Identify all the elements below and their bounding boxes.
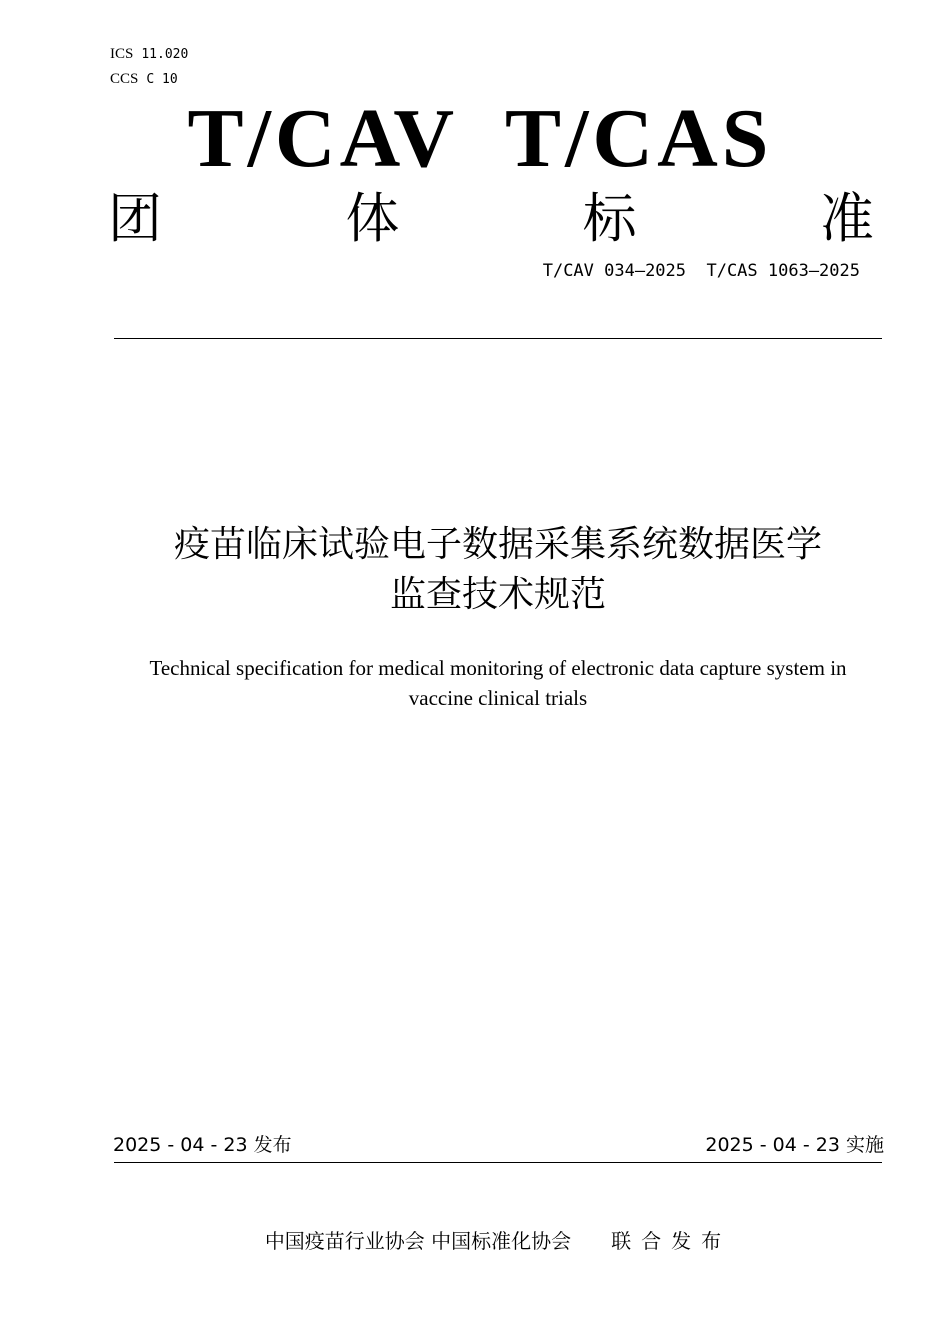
issue-date: 2025 - 04 - 23 发布: [113, 1134, 292, 1156]
standard-type-char: 体: [345, 187, 400, 250]
standard-type-char: 团: [108, 187, 162, 250]
standard-type: [108, 186, 874, 252]
title-english-line: vaccine clinical trials: [408, 686, 588, 710]
implementation-date: 2025 - 04 - 23 实施: [705, 1134, 884, 1156]
title-chinese-line: 监查技术规范: [389, 574, 606, 615]
title-chinese: [110, 520, 886, 620]
title-english: [110, 653, 886, 713]
ics-label: ICS: [110, 46, 134, 62]
standard-number: T/CAV 034—2025 T/CAS 1063—2025: [542, 261, 860, 281]
org-code: T/CAV T/CAS: [187, 92, 773, 185]
joint-release: 联合发布: [611, 1229, 732, 1253]
title-english-line: Technical specification for medical monitoring of electronic data capture system in: [149, 656, 847, 680]
standard-type-char: 准: [819, 187, 874, 250]
publisher-orgs: 中国疫苗行业协会 中国标准化协会: [264, 1229, 572, 1253]
title-chinese-line: 疫苗临床试验电子数据采集系统数据医学: [173, 524, 822, 565]
ccs-code: [110, 71, 178, 88]
header-divider: [114, 338, 882, 339]
ics-code: [110, 46, 188, 63]
footer-divider: [114, 1162, 882, 1163]
ics-value: 11.020: [141, 47, 189, 62]
standard-type-char: 标: [582, 187, 637, 250]
ccs-label: CCS: [110, 71, 139, 87]
publisher: [110, 1226, 886, 1256]
ccs-value: C 10: [146, 72, 178, 87]
